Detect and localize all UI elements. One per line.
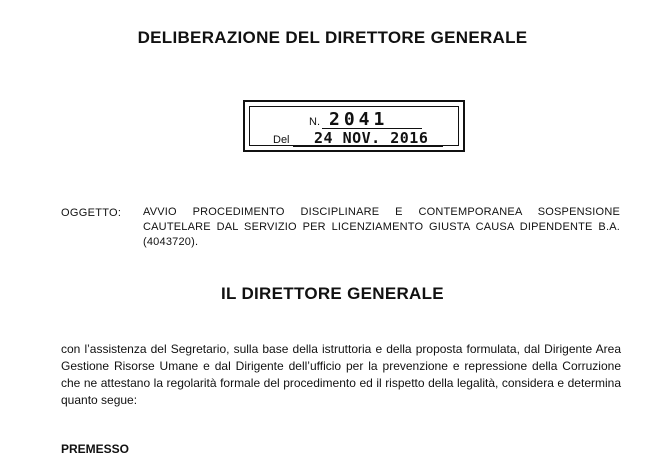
body-paragraph: con l’assistenza del Segretario, sulla base della istruttoria e della proposta formulata, dal Dirigente Area Gestione Risorse Umane e dal Dirigente dell’ufficio per la prevenzione e repressione della Corruzione che ne attestano la regolarità formale del procedimento ed il rispetto della legalità, considera e determina quanto segue: bbox=[61, 342, 621, 407]
stamp-date-row bbox=[245, 128, 463, 148]
stamp-date-value: 24 NOV. 2016 bbox=[314, 129, 429, 147]
premesso-label: PREMESSO bbox=[61, 442, 130, 456]
section-heading: IL DIRETTORE GENERALE bbox=[221, 284, 444, 303]
stamp-date-label: Del bbox=[273, 134, 290, 146]
oggetto-text: AVVIO PROCEDIMENTO DISCIPLINARE E CONTEMPORANEA SOSPENSIONE CAUTELARE DAL SERVIZIO PER LICENZIAMENTO GIUSTA CAUSA DIPENDENTE B.A. (4043720). bbox=[143, 206, 620, 248]
oggetto-label: OGGETTO: bbox=[61, 207, 122, 219]
protocol-stamp bbox=[243, 100, 465, 152]
stamp-number-row bbox=[245, 110, 463, 130]
stamp-number-label: N. bbox=[309, 116, 320, 128]
document-title: DELIBERAZIONE DEL DIRETTORE GENERALE bbox=[137, 28, 528, 47]
stamp-number-value: 2041 bbox=[329, 109, 389, 130]
